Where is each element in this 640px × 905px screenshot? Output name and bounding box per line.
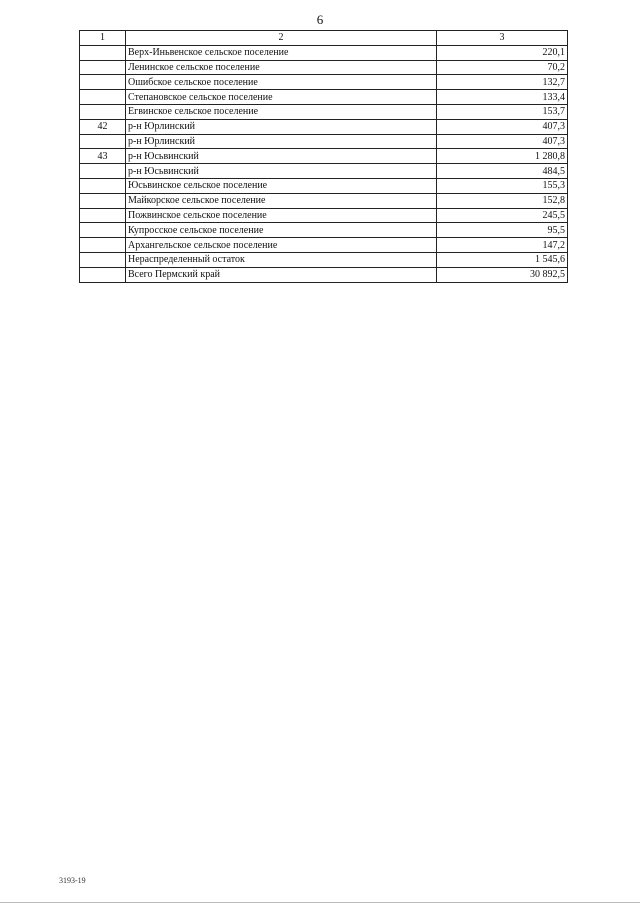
page-number: 6 bbox=[316, 12, 324, 27]
row-name: Купросское сельское поселение bbox=[126, 223, 437, 238]
row-name: Егвинское сельское поселение bbox=[126, 104, 437, 119]
row-number bbox=[80, 223, 126, 238]
table-row bbox=[80, 45, 568, 60]
table-row bbox=[80, 178, 568, 193]
row-number bbox=[80, 90, 126, 105]
table-row bbox=[80, 149, 568, 164]
row-name: Пожвинское сельское поселение bbox=[126, 208, 437, 223]
row-number bbox=[80, 75, 126, 90]
table-header-row bbox=[80, 31, 568, 46]
row-number bbox=[80, 178, 126, 193]
table-row-total bbox=[80, 267, 568, 282]
row-value: 95,5 bbox=[437, 223, 568, 238]
table-row bbox=[80, 60, 568, 75]
row-value: 153,7 bbox=[437, 104, 568, 119]
table-row bbox=[80, 164, 568, 179]
row-number: 43 bbox=[80, 149, 126, 164]
row-name: р-н Юрлинский bbox=[126, 119, 437, 134]
column-header-2: 2 bbox=[126, 31, 437, 46]
row-value: 132,7 bbox=[437, 75, 568, 90]
row-value: 407,3 bbox=[437, 134, 568, 149]
table-row bbox=[80, 238, 568, 253]
row-name: Степановское сельское поселение bbox=[126, 90, 437, 105]
row-number: 42 bbox=[80, 119, 126, 134]
column-header-1: 1 bbox=[80, 31, 126, 46]
table-row bbox=[80, 208, 568, 223]
document-code: 3193-19 bbox=[59, 876, 86, 885]
row-number bbox=[80, 45, 126, 60]
row-value: 484,5 bbox=[437, 164, 568, 179]
row-number bbox=[80, 238, 126, 253]
table-row bbox=[80, 104, 568, 119]
row-name: Майкорское сельское поселение bbox=[126, 193, 437, 208]
table-row bbox=[80, 90, 568, 105]
row-value: 30 892,5 bbox=[437, 267, 568, 282]
row-value: 407,3 bbox=[437, 119, 568, 134]
row-name: Нераспределенный остаток bbox=[126, 252, 437, 267]
column-header-3: 3 bbox=[437, 31, 568, 46]
row-number bbox=[80, 252, 126, 267]
row-number bbox=[80, 134, 126, 149]
row-value: 133,4 bbox=[437, 90, 568, 105]
row-number bbox=[80, 164, 126, 179]
row-name: Верх-Иньвенское сельское поселение bbox=[126, 45, 437, 60]
row-value: 1 280,8 bbox=[437, 149, 568, 164]
row-name: р-н Юсьвинский bbox=[126, 149, 437, 164]
table-row bbox=[80, 193, 568, 208]
row-number bbox=[80, 267, 126, 282]
row-value: 70,2 bbox=[437, 60, 568, 75]
row-number bbox=[80, 208, 126, 223]
row-value: 155,3 bbox=[437, 178, 568, 193]
row-number bbox=[80, 104, 126, 119]
row-value: 1 545,6 bbox=[437, 252, 568, 267]
row-value: 147,2 bbox=[437, 238, 568, 253]
row-value: 220,1 bbox=[437, 45, 568, 60]
row-name: Юсьвинское сельское поселение bbox=[126, 178, 437, 193]
table-row bbox=[80, 252, 568, 267]
row-value: 152,8 bbox=[437, 193, 568, 208]
row-name: р-н Юрлинский bbox=[126, 134, 437, 149]
row-name: Архангельское сельское поселение bbox=[126, 238, 437, 253]
table-row bbox=[80, 223, 568, 238]
table-row bbox=[80, 119, 568, 134]
table-row bbox=[80, 75, 568, 90]
row-name: р-н Юсьвинский bbox=[126, 164, 437, 179]
row-name: Всего Пермский край bbox=[126, 267, 437, 282]
row-name: Ошибское сельское поселение bbox=[126, 75, 437, 90]
row-number bbox=[80, 193, 126, 208]
row-value: 245,5 bbox=[437, 208, 568, 223]
page-bottom-divider bbox=[0, 902, 640, 903]
row-number bbox=[80, 60, 126, 75]
data-table bbox=[79, 30, 568, 283]
row-name: Ленинское сельское поселение bbox=[126, 60, 437, 75]
table-row bbox=[80, 134, 568, 149]
